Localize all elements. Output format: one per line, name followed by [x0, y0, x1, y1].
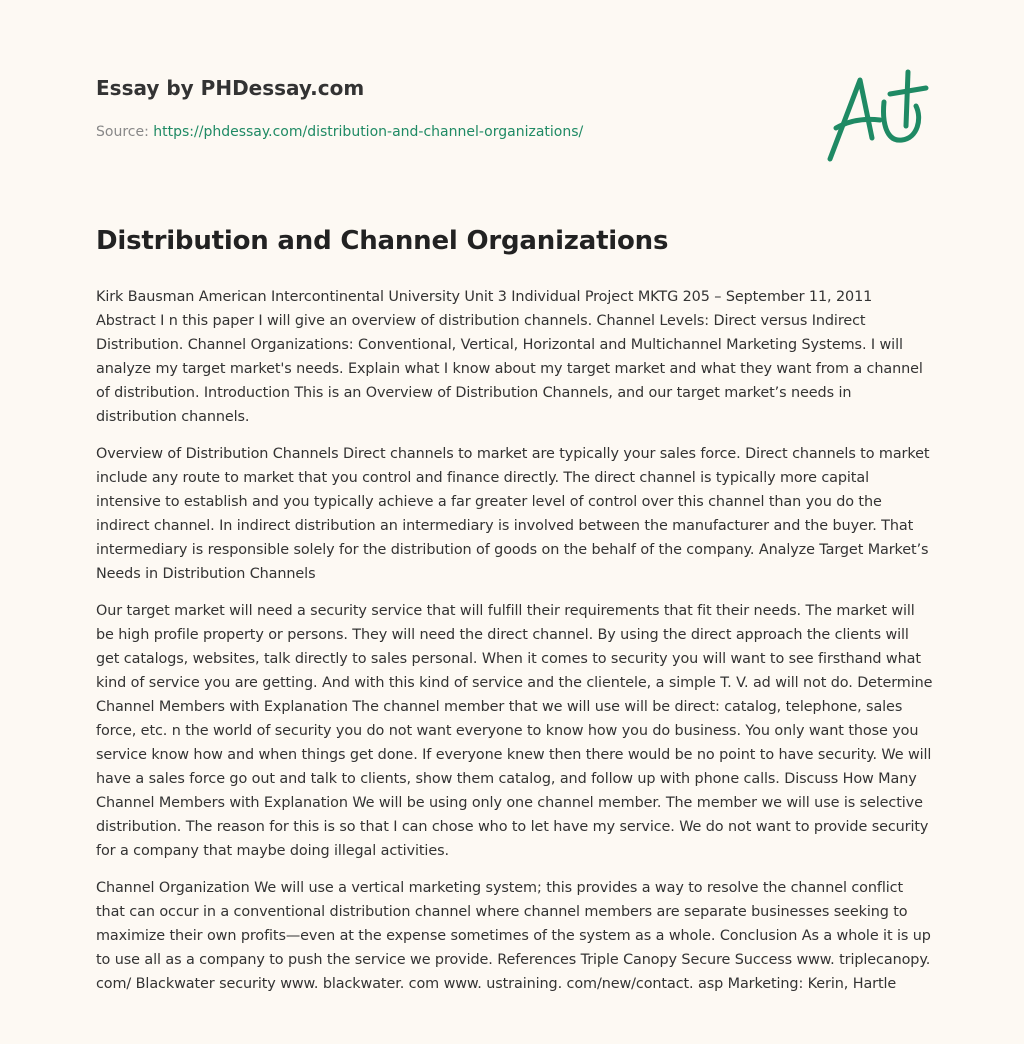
source-label: Source:: [96, 124, 154, 140]
essay-paragraph: Channel Organization We will use a vertical marketing system; this provides a way to resolve the channel conflict that can occur in a conventional distribution channel where channel members are separate businesses seeking to maximize their own profits—even at the expense sometimes of the system as a whole. Conclusion As a whole it is up to use all as a company to push the service we provide. References Triple Canopy Secure Success www. triplecanopy. com/ Blackwater security www. blackwater. com www. ustraining. com/new/contact. asp Marketing: Kerin, Hartle: [96, 880, 931, 992]
essay-paragraph: Overview of Distribution Channels Direct channels to market are typically your sales force. Direct channels to market include any route to market that you control and finance directly. The direct channel is typically more capital intensive to establish and you typically achieve a far greater level of control over this channel than you do the indirect channel. In indirect distribution an intermediary is involved between the manufacturer and the buyer. That intermediary is responsible solely for the distribution of goods on the behalf of the company. Analyze Target Market’s Needs in Distribution Channels: [96, 446, 930, 582]
a-plus-logo-icon: [822, 66, 930, 166]
essay-title: Distribution and Channel Organizations: [96, 226, 669, 256]
essay-body: [96, 285, 936, 1009]
source-line: [96, 124, 583, 140]
essay-paragraph: Our target market will need a security service that will fulfill their requirements that fit their needs. The market will be high profile property or persons. They will need the direct channel. By using the direct approach the clients will get catalogs, websites, talk directly to sales personal. When it comes to security you will want to see firsthand what kind of service you are getting. And with this kind of service and the clientele, a simple T. V. ad will not do. Determine Channel Members with Explanation The channel member that we will use will be direct: catalog, telephone, sales force, etc. n the world of security you do not want everyone to know how you do business. You only want those you service know how and when things get done. If everyone knew then there would be no point to have security. We will have a sales force go out and talk to clients, show them catalog, and follow up with phone calls. Discuss How Many Channel Members with Explanation We will be using only one channel member. The member we will use is selective distribution. The reason for this is so that I can chose who to let have my service. We do not want to provide security for a company that maybe doing illegal activities.: [96, 603, 933, 859]
essay-paragraph: Kirk Bausman American Intercontinental University Unit 3 Individual Project MKTG 205 – September 11, 2011 Abstract I n this paper I will give an overview of distribution channels. Channel Levels: Direct versus Indirect Distribution. Channel Organizations: Conventional, Vertical, Horizontal and Multichannel Marketing Systems. I will analyze my target market's needs. Explain what I know about my target market and what they want from a channel of distribution. Introduction This is an Overview of Distribution Channels, and our target market’s needs in distribution channels.: [96, 289, 923, 425]
brand-title: Essay by PHDessay.com: [96, 76, 365, 100]
source-link[interactable]: https://phdessay.com/distribution-and-channel-organizations/: [153, 124, 584, 140]
